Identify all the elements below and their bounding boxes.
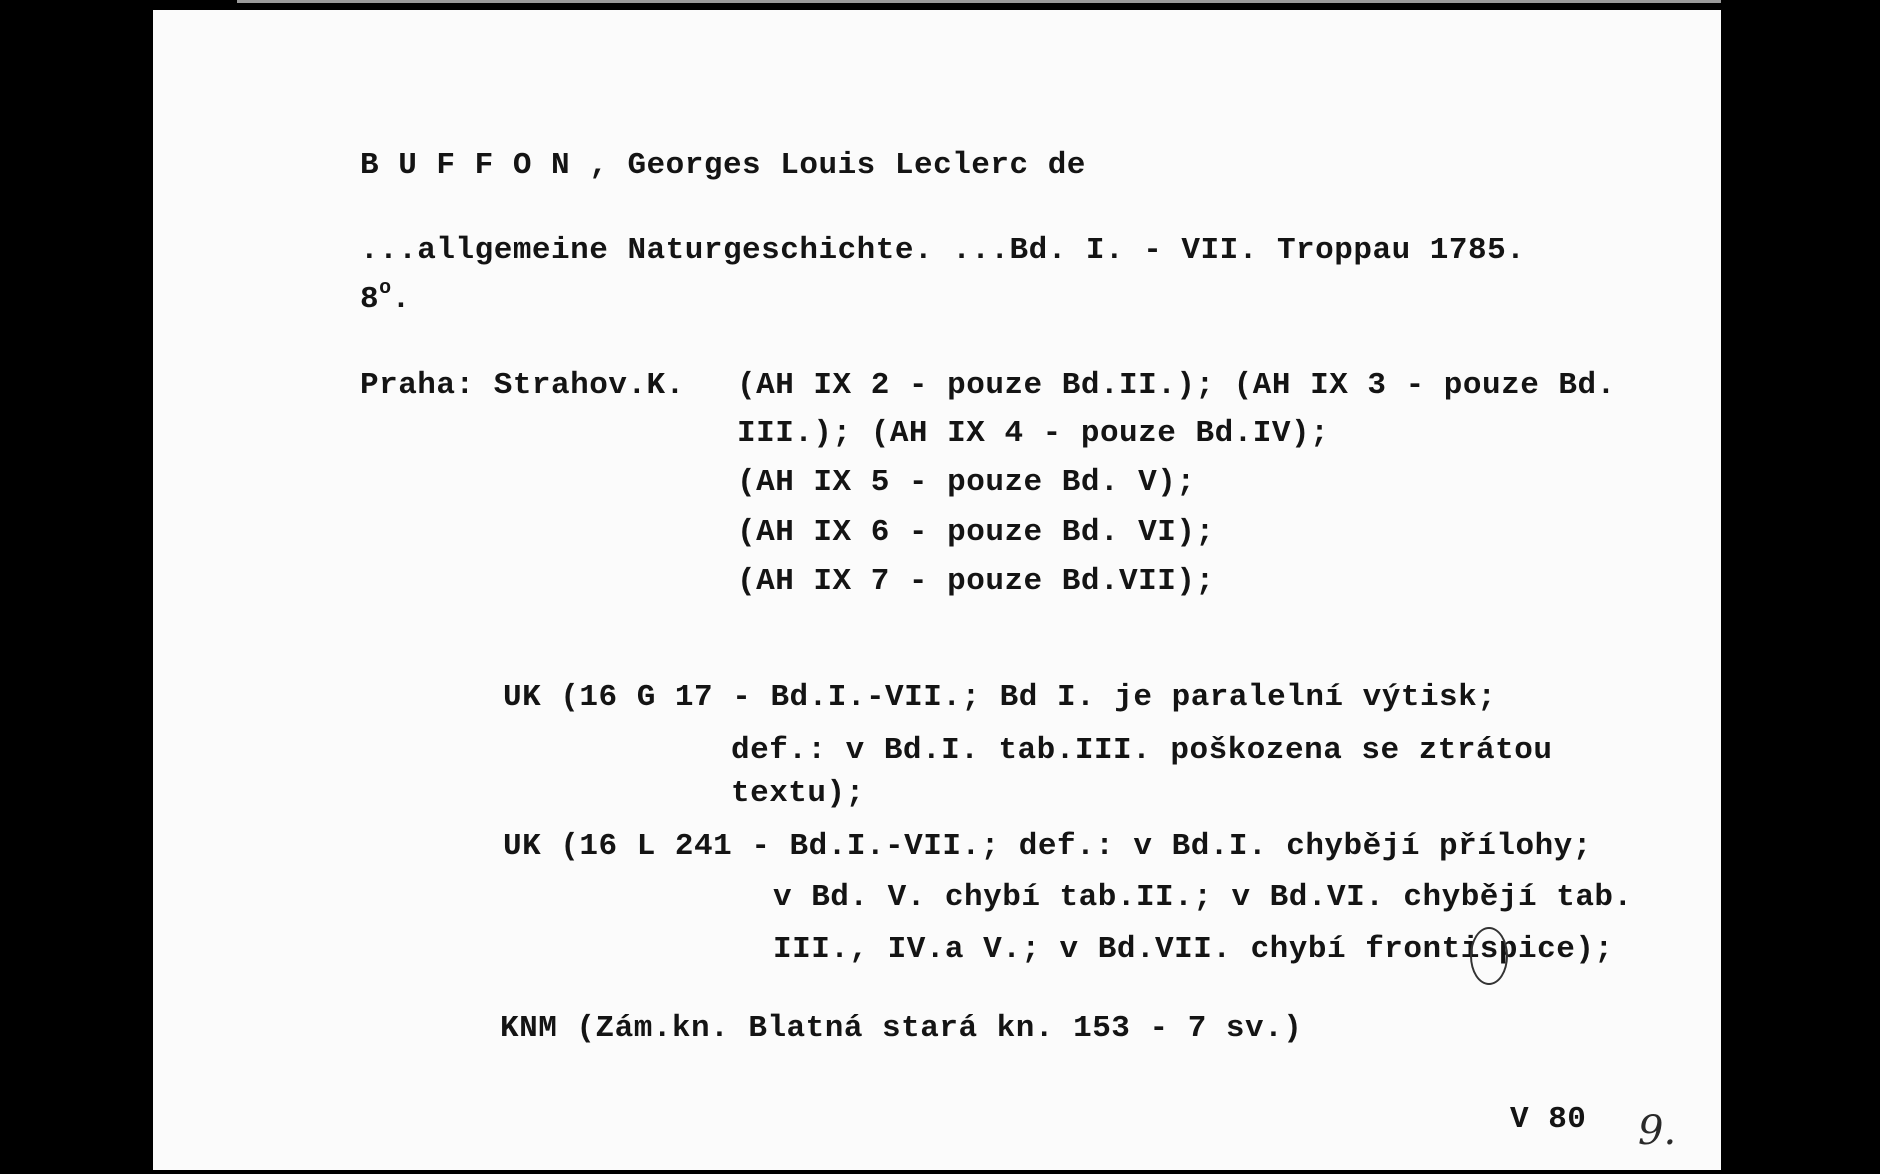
author-heading: B U F F O N , Georges Louis Leclerc de	[360, 148, 1086, 183]
uk-holding-line: UK (16 L 241 - Bd.I.-VII.; def.: v Bd.I. chybějí přílohy;	[503, 829, 1592, 864]
praha-holding-line: (AH IX 2 - pouze Bd.II.); (AH IX 3 - pouze Bd.	[737, 368, 1616, 403]
format-line	[360, 279, 411, 315]
praha-holding-line: (AH IX 7 - pouze Bd.VII);	[737, 564, 1215, 599]
praha-holding-line: III.); (AH IX 4 - pouze Bd.IV);	[737, 416, 1330, 451]
format-tail: .	[391, 282, 411, 317]
uk-holding-line: III., IV.a V.; v Bd.VII. chybí frontispice);	[773, 932, 1614, 967]
handwritten-correction-mark	[1470, 927, 1508, 985]
title-line: ...allgemeine Naturgeschichte. ...Bd. I. - VII. Troppau 1785.	[360, 233, 1526, 268]
shelfmark: V 80	[1510, 1102, 1587, 1137]
praha-label: Praha: Strahov.K.	[360, 368, 685, 403]
praha-holding-line: (AH IX 5 - pouze Bd. V);	[737, 465, 1196, 500]
format-superscript: o	[379, 277, 392, 300]
uk-holding-line: def.: v Bd.I. tab.III. poškozena se ztrátou	[731, 733, 1553, 768]
uk-holding-line: textu);	[731, 776, 865, 811]
knm-holding-line: KNM (Zám.kn. Blatná stará kn. 153 - 7 sv.)	[500, 1011, 1303, 1046]
uk-holding-line: UK (16 G 17 - Bd.I.-VII.; Bd I. je paralelní výtisk;	[503, 680, 1497, 715]
praha-holding-line: (AH IX 6 - pouze Bd. VI);	[737, 515, 1215, 550]
handwritten-number: 9.	[1638, 1108, 1677, 1154]
format-number: 8	[360, 282, 380, 317]
uk-holding-line: v Bd. V. chybí tab.II.; v Bd.VI. chybějí tab.	[773, 880, 1633, 915]
card-top-edge	[237, 0, 1721, 3]
